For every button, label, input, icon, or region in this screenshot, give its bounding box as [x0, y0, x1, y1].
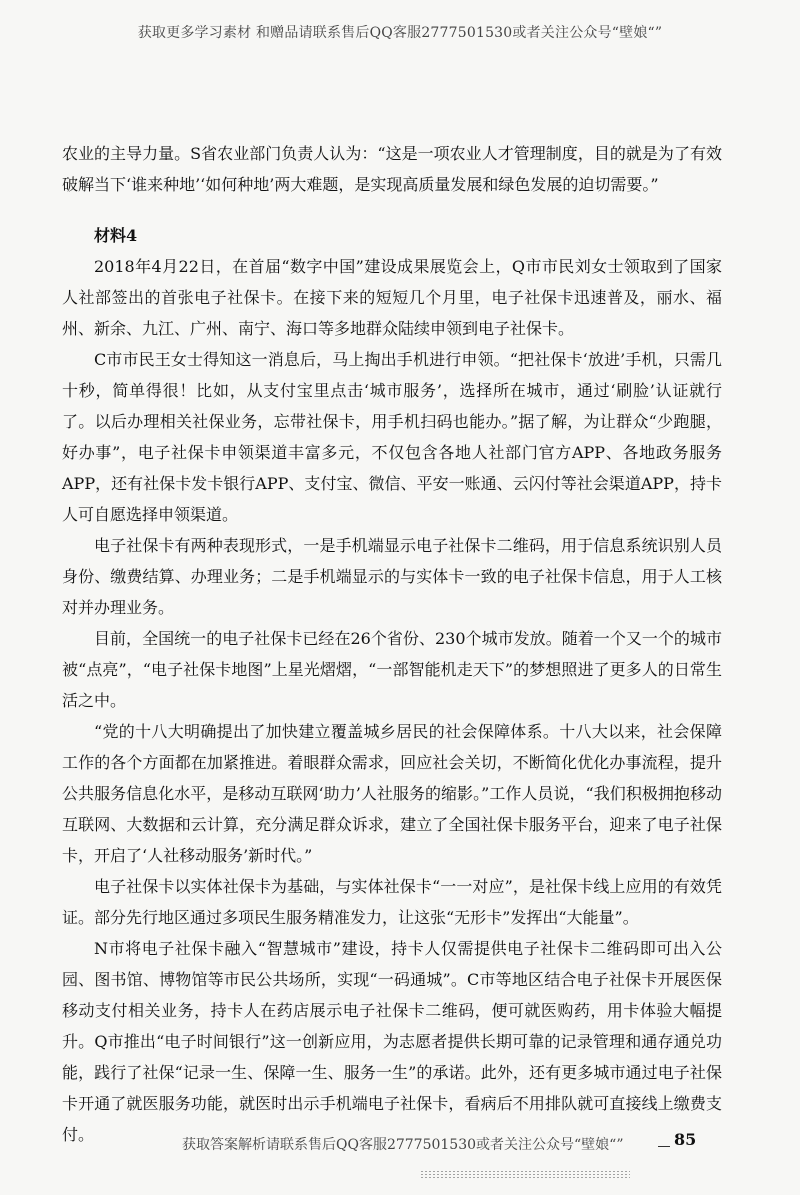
paragraph: C市市民王女士得知这一消息后，马上掏出手机进行申领。“把社保卡‘放进’手机，只需几十秒，简单得很！比如，从支付宝里点击‘城市服务’，选择所在城市，通过‘刷脸’认证就行了。以后办理相关社保业务，忘带社保卡，用手机扫码也能办。”据了解，为让群众“少跑腿，好办事”，电子社保卡申领渠道丰富多元，不仅包含各地人社部门官方APP、各地政务服务APP，还有社保卡发卡银行APP、支付宝、微信、平安一账通、云闪付等社会渠道APP，持卡人可自愿选择申领渠道。: [62, 350, 722, 524]
paragraph: “党的十八大明确提出了加快建立覆盖城乡居民的社会保障体系。十八大以来，社会保障工作的各个方面都在加紧推进。着眼群众需求，回应社会关切，不断简化优化办事流程，提升公共服务信息化水平，是移动互联网‘助力’人社服务的缩影。”工作人员说，“我们积极拥抱移动互联网、大数据和云计算，充分满足群众诉求，建立了全国社保卡服务平台，迎来了电子社保卡，开启了‘人社移动服务’新时代。”: [62, 722, 722, 865]
paragraph: 电子社保卡以实体社保卡为基础，与实体社保卡“一一对应”，是社保卡线上应用的有效凭证。部分先行地区通过多项民生服务精准发力，让这张“无形卡”发挥出“大能量”。: [62, 877, 722, 927]
paragraph: 目前，全国统一的电子社保卡已经在26个省份、230个城市发放。随着一个又一个的城市被“点亮”，“电子社保卡地图”上星光熠熠，“一部智能机走天下”的梦想照进了更多人的日常生活之中。: [62, 629, 722, 710]
header-note: 获取更多学习素材 和赠品请联系售后QQ客服2777501530或者关注公众号“壁娘“”: [137, 25, 663, 41]
footer-note: 获取答案解析请联系售后QQ客服2777501530或者关注公众号“壁娘“”: [182, 1137, 624, 1153]
intro-paragraph: 农业的主导力量。S省农业部门负责人认为：“这是一项农业人才管理制度，目的就是为了有效破解当下‘谁来种地’‘如何种地’两大难题，是实现高质量发展和绿色发展的迫切需要。”: [62, 144, 722, 194]
body-text: [62, 138, 722, 1150]
page-number: 85: [674, 1130, 697, 1149]
paragraph: 2018年4月22日，在首届“数字中国”建设成果展览会上，Q市市民刘女士领取到了国家人社部签出的首张电子社保卡。在接下来的短短几个月里，电子社保卡迅速普及，丽水、福州、新余、九江、广州、南宁、海口等多地群众陆续申领到电子社保卡。: [62, 257, 722, 338]
paragraph: N市将电子社保卡融入“智慧城市”建设，持卡人仅需提供电子社保卡二维码即可出入公园、图书馆、博物馆等市民公共场所，实现“一码通城”。C市等地区结合电子社保卡开展医保移动支付相关业务，持卡人在药店展示电子社保卡二维码，便可就医购药，用卡体验大幅提升。Q市推出“电子时间银行”这一创新应用，为志愿者提供长期可靠的记录管理和通存通兑功能，践行了社保“记录一生、保障一生、服务一生”的承诺。此外，还有更多城市通过电子社保卡开通了就医服务功能，就医时出示手机端电子社保卡，看病后不用排队就可直接线上缴费支付。: [62, 939, 722, 1144]
paragraph: 电子社保卡有两种表现形式，一是手机端显示电子社保卡二维码，用于信息系统识别人员身份、缴费结算、办理业务；二是手机端显示的与实体卡一致的电子社保卡信息，用于人工核对并办理业务。: [62, 536, 722, 617]
section-title: 材料4: [94, 226, 138, 245]
scan-noise: [420, 1170, 630, 1180]
